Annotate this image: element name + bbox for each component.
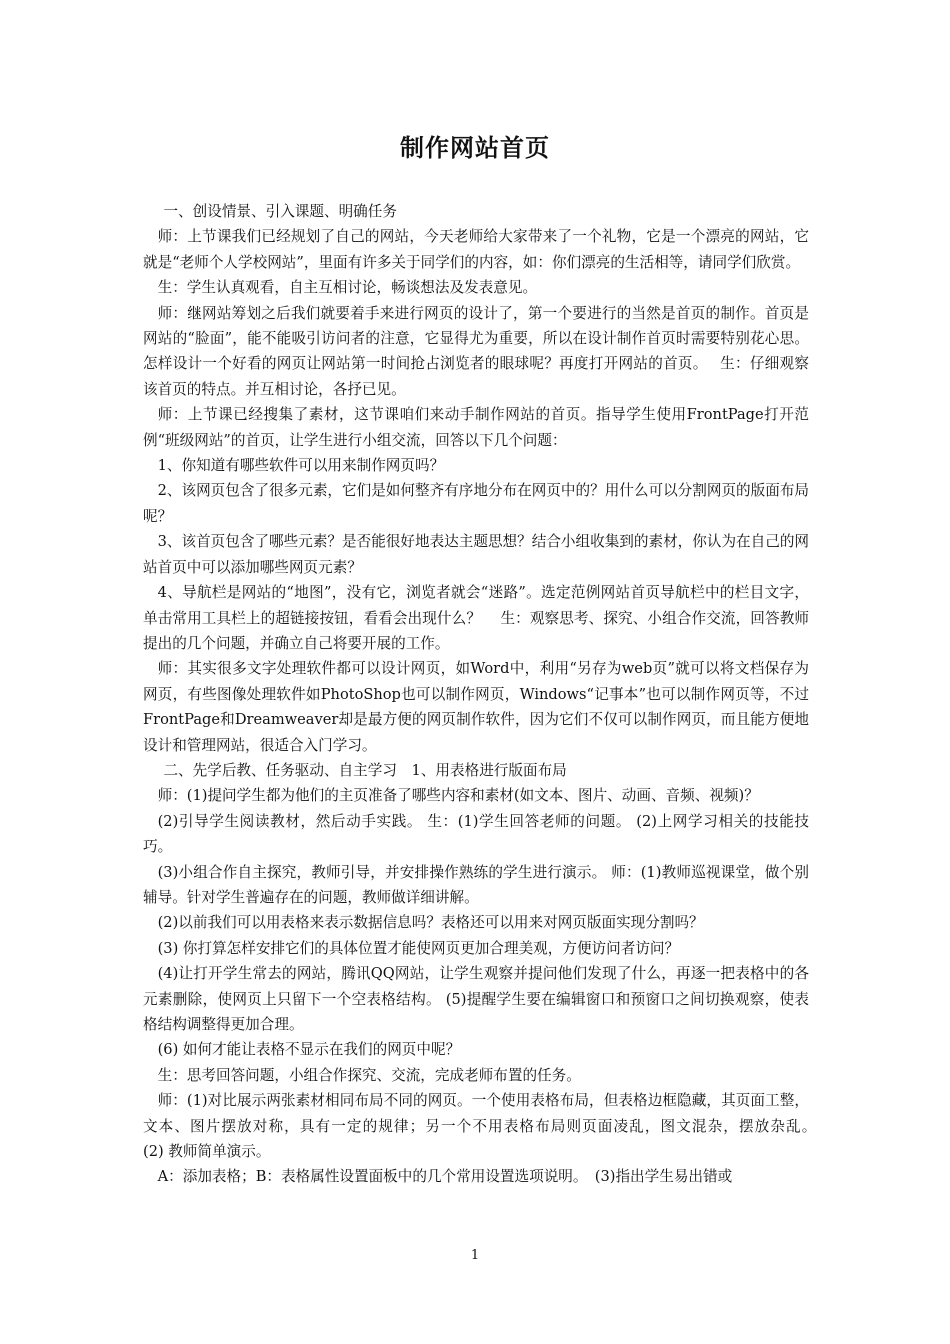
document-body: [143, 199, 839, 1190]
paragraph: 师：上节课已经搜集了素材，这节课咱们来动手制作网站的首页。指导学生使用FrontPage打开范例“班级网站”的首页，让学生进行小组交流，回答以下几个问题：: [143, 406, 809, 449]
paragraph: 师：继网站筹划之后我们就要着手来进行网页的设计了，第一个要进行的当然是首页的制作。首页是网站的“脸面”，能不能吸引访问者的注意，它显得尤为重要，所以在设计制作首页时需要特别花心思。怎样设计一个好看的网页让网站第一时间抢占浏览者的眼球呢？再度打开网站的首页。 生：仔细观察该首页的特点。并互相讨论，各抒已见。: [143, 304, 809, 398]
question-item: 2、该网页包含了很多元素，它们是如何整齐有序地分布在网页中的？用什么可以分割网页的版面布局呢？: [143, 482, 810, 525]
document-title: 制作网站首页: [400, 134, 550, 162]
paragraph: 师：(1)提问学生都为他们的主页准备了哪些内容和素材(如文本、图片、动画、音频、视频)？: [157, 787, 759, 805]
page-number: 1: [470, 1248, 480, 1263]
question-item: 4、导航栏是网站的“地图”，没有它，浏览者就会“迷路”。选定范例网站首页导航栏中的栏目文字，单击常用工具栏上的超链接按钮，看看会出现什么？ 生：观察思考、探究、小组合作交流，回答教师提出的几个问题，并确立自己将要开展的工作。: [143, 584, 809, 652]
paragraph: 师：上节课我们已经规划了自己的网站，今天老师给大家带来了一个礼物，它是一个漂亮的网站，它就是“老师个人学校网站”，里面有许多关于同学们的内容，如：你们漂亮的生活相等，请同学们欣赏。: [143, 228, 809, 271]
paragraph: 生：思考回答问题，小组合作探究、交流，完成老师布置的任务。: [157, 1066, 581, 1084]
paragraph: (2)以前我们可以用表格来表示数据信息吗？表格还可以用来对网页版面实现分割吗？: [157, 914, 704, 932]
paragraph: (2)引导学生阅读教材，然后动手实践。 生：(1)学生回答老师的问题。 (2)上网学习相关的技能技巧。: [143, 812, 809, 856]
paragraph: (3)小组合作自主探究，教师引导，并安排操作熟练的学生进行演示。 师：(1)教师巡视课堂，做个别辅导。针对学生普遍存在的问题，教师做详细讲解。: [143, 863, 809, 906]
section-heading-2: 二、先学后教、任务驱动、自主学习 1、用表格进行版面布局: [163, 761, 567, 779]
paragraph: (3) 你打算怎样安排它们的具体位置才能使网页更加合理美观，方便访问者访问？: [157, 939, 680, 957]
section-heading-1: 一、创设情景、引入课题、明确任务: [163, 203, 397, 220]
paragraph: (4)让打开学生常去的网站，腾讯QQ网站，让学生观察并提问他们发现了什么，再逐一把表格中的各元素删除，使网页上只留下一个空表格结构。 (5)提醒学生要在编辑窗口和预窗口之间切换观察，使表格结构调整得更加合理。: [143, 965, 809, 1033]
paragraph: 师：其实很多文字处理软件都可以设计网页，如Word中，利用“另存为web页”就可以将文档保存为网页，有些图像处理软件如PhotoShop也可以制作网页，Windows“记事本”也可以制作网页等，不过FrontPage和Dreamweaver却是最方便的网页制作软件，因为它们不仅可以制作网页，而且能方便地设计和管理网站，很适合入门学习。: [143, 660, 809, 754]
paragraph: 生：学生认真观看，自主互相讨论，畅谈想法及发表意见。: [157, 279, 538, 297]
question-item: 3、该首页包含了哪些元素？是否能很好地表达主题思想？结合小组收集到的素材，你认为在自己的网站首页中可以添加哪些网页元素？: [143, 533, 810, 576]
paragraph: A：添加表格；B：表格属性设置面板中的几个常用设置选项说明。 (3)指出学生易出错或: [157, 1168, 733, 1186]
paragraph: 师：(1)对比展示两张素材相同布局不同的网页。一个使用表格布局，但表格边框隐藏，其页面工整，文本、图片摆放对称，具有一定的规律；另一个不用表格布局则页面凌乱，图文混杂，摆放杂乱。 (2) 教师简单演示。: [143, 1092, 839, 1161]
paragraph: (6) 如何才能让表格不显示在我们的网页中呢？: [157, 1041, 461, 1059]
question-item: 1、你知道有哪些软件可以用来制作网页吗？: [157, 457, 445, 475]
